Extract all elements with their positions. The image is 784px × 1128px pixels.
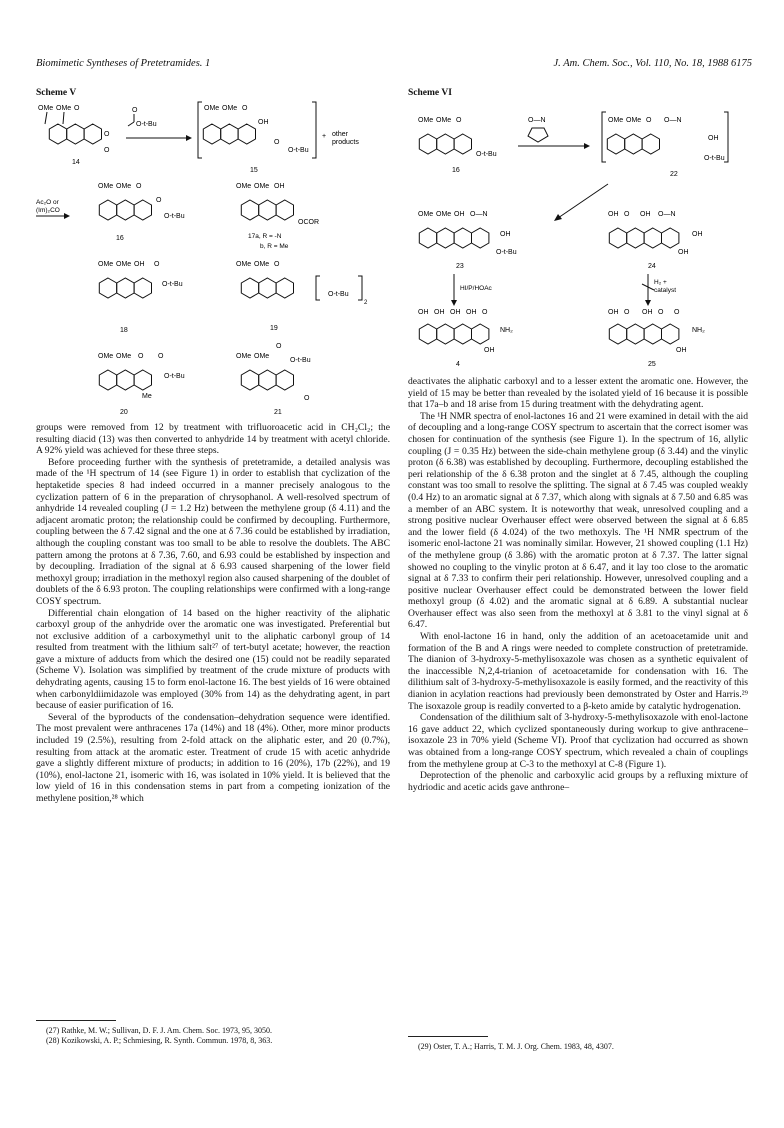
svg-text:OMe: OMe bbox=[236, 261, 252, 268]
running-header-left: Biomimetic Syntheses of Pretetramides. 1 bbox=[36, 58, 211, 69]
svg-text:OMe: OMe bbox=[116, 353, 132, 360]
compound-21 bbox=[236, 343, 311, 416]
svg-text:OMe: OMe bbox=[608, 117, 624, 124]
svg-text:O-t-Bu: O-t-Bu bbox=[162, 281, 183, 288]
svg-text:OH: OH bbox=[434, 309, 445, 316]
svg-text:Me: Me bbox=[142, 393, 152, 400]
svg-text:OMe: OMe bbox=[222, 105, 238, 112]
svg-text:products: products bbox=[332, 139, 359, 146]
svg-text:b, R = Me: b, R = Me bbox=[260, 243, 289, 250]
footnote-27: (27) Rathke, M. W.; Sullivan, D. F. J. Am. Chem. Soc. 1973, 95, 3050. bbox=[46, 1026, 273, 1035]
compound-23 bbox=[418, 211, 517, 270]
footnote-29: (29) Oster, T. A.; Harris, T. M. J. Org. Chem. 1983, 48, 4307. bbox=[418, 1042, 614, 1051]
svg-text:OH: OH bbox=[450, 309, 461, 316]
svg-text:OMe: OMe bbox=[418, 117, 434, 124]
svg-text:O: O bbox=[276, 343, 282, 350]
left-paragraph-4: Several of the byproducts of the condensation–dehydration sequence were identified. The most prevalent were anthracenes 17a (14%) and 18 (4%). Other, more minor products included 19 (2.5%), resulting from 2-fold attack on the aliphatic ester, and 20 (0.7%), resulting from attack at the aromatic ester. Treatment of crude 15 with acetic anhydride gave a slightly different mixture of products; in addition to 16 (20%), 17b (22%), and 19 (10%), enol-lactone 21, isomeric with 16, was isolated in 10% yield. It is believed that the low yield of 16 in this condensation stems in part from a competing ionization of the methylene position,²⁸ which bbox=[36, 711, 390, 804]
compound-15 bbox=[198, 102, 359, 174]
svg-text:+: + bbox=[322, 133, 327, 140]
reagent-hi: HI/P/HOAc bbox=[460, 285, 492, 292]
svg-text:O: O bbox=[274, 139, 280, 146]
svg-text:O: O bbox=[158, 353, 164, 360]
svg-text:OMe: OMe bbox=[56, 105, 72, 112]
scheme-v-figure bbox=[36, 100, 396, 420]
svg-text:O: O bbox=[646, 117, 652, 124]
compound-22 bbox=[602, 112, 728, 178]
svg-text:14: 14 bbox=[72, 159, 80, 166]
svg-text:22: 22 bbox=[670, 171, 678, 178]
svg-text:O-t-Bu: O-t-Bu bbox=[476, 151, 497, 158]
svg-text:24: 24 bbox=[648, 263, 656, 270]
compound-24 bbox=[608, 211, 703, 270]
svg-text:O: O bbox=[136, 183, 142, 190]
svg-text:(Im)₂CO: (Im)₂CO bbox=[36, 207, 60, 214]
svg-text:O-t-Bu: O-t-Bu bbox=[290, 357, 311, 364]
svg-text:OMe: OMe bbox=[236, 353, 252, 360]
left-paragraph-3: Differential chain elongation of 14 based on the higher reactivity of the aliphatic carboxyl group of the anhydride over the aromatic one was investigated. Preferential but not exclusive addition of a carboxymethyl unit to the aliphatic carbonyl group of 14 resulted from treatment with the lithium salt²⁷ of tert-butyl acetate; however, the reaction gave a mixture of adducts from which the desired one (15) could not be readily separated (Scheme V). Isolation was simplified by treatment of the crude mixture of products with dehydrating agents, causing 15 to form enol-lactone 16. The best yields of 16 were obtained when carbonyldiimidazole was employed (30% from 14) as the dehydrating agent, in part because of easier purification of 16. bbox=[36, 607, 390, 712]
svg-text:OMe: OMe bbox=[98, 353, 114, 360]
compound-14 bbox=[38, 105, 110, 166]
svg-text:OMe: OMe bbox=[254, 183, 270, 190]
svg-text:OMe: OMe bbox=[254, 353, 270, 360]
svg-text:O: O bbox=[274, 261, 280, 268]
svg-text:OH: OH bbox=[258, 119, 269, 126]
svg-text:18: 18 bbox=[120, 327, 128, 334]
svg-text:O: O bbox=[482, 309, 488, 316]
svg-text:O: O bbox=[74, 105, 80, 112]
svg-text:other: other bbox=[332, 131, 348, 138]
svg-text:NH₂: NH₂ bbox=[692, 327, 705, 334]
svg-text:OH: OH bbox=[608, 309, 619, 316]
svg-text:OH: OH bbox=[134, 261, 145, 268]
footnote-rule-right bbox=[408, 1036, 488, 1037]
svg-text:23: 23 bbox=[456, 263, 464, 270]
footnote-rule-left bbox=[36, 1020, 116, 1021]
scheme-vi-label: Scheme VI bbox=[408, 88, 452, 98]
svg-text:OH: OH bbox=[608, 211, 619, 218]
compound-16 bbox=[36, 183, 185, 242]
svg-text:O—N: O—N bbox=[664, 117, 682, 124]
svg-text:OMe: OMe bbox=[254, 261, 270, 268]
svg-text:OMe: OMe bbox=[116, 261, 132, 268]
right-paragraph-3: With enol-lactone 16 in hand, only the addition of an acetoacetamide unit and formation of the B and A rings were needed to complete construction of pretetramide. The dianion of 3-hydroxy-5-methylisoxazole was chosen as a synthetic equivalent of the inaccessible N,2,4-trianion of acetoacetamide for condensation with 16. The dilithium salt of 3-hydroxy-5-methylisoxazole is easily formed, and the reactivity of this dianion in acylation reactions had previously been demonstrated by Oster and Harris.²⁹ The isoxazole group is readily converted to a β-keto amide by catalytic hydrogenation. bbox=[408, 631, 748, 712]
svg-text:OH: OH bbox=[454, 211, 465, 218]
svg-text:O-t-Bu: O-t-Bu bbox=[496, 249, 517, 256]
svg-text:NH₂: NH₂ bbox=[500, 327, 513, 334]
compound-18 bbox=[98, 261, 183, 334]
compound-4 bbox=[418, 309, 513, 368]
svg-text:OH: OH bbox=[642, 309, 653, 316]
footnote-28: (28) Kozikowski, A. P.; Schmiesing, R. Synth. Commun. 1978, 8, 363. bbox=[46, 1036, 273, 1045]
svg-text:O: O bbox=[658, 309, 664, 316]
right-paragraph-4: Condensation of the dilithium salt of 3-hydroxy-5-methylisoxazole with enol-lactone 16 gave adduct 22, which cyclized spontaneously during workup to give anthracene–isoxazole 23 in 70% yield (Scheme VI). Proof that cyclization had occurred as shown was obtained from a long-range COSY spectrum, which revealed a chain of couplings from the methylene group at C-3 to the methoxyl at C-8 (Figure 1). bbox=[408, 712, 748, 770]
svg-text:O-t-Bu: O-t-Bu bbox=[328, 291, 349, 298]
svg-text:O-t-Bu: O-t-Bu bbox=[288, 147, 309, 154]
svg-text:OMe: OMe bbox=[38, 105, 54, 112]
svg-text:O: O bbox=[154, 261, 160, 268]
scheme-v-label: Scheme V bbox=[36, 88, 77, 98]
svg-text:OMe: OMe bbox=[98, 261, 114, 268]
svg-text:O: O bbox=[456, 117, 462, 124]
compound-19 bbox=[236, 261, 368, 332]
right-paragraph-1: deactivates the aliphatic carboxyl and to a lesser extent the aromatic one. However, the yield of 15 may be better than revealed by the isolated yield of 16 because it is possible that 17a–b and 18 arise from 15 during treatment with the dehydrating agent. bbox=[408, 376, 748, 411]
reagent-h2: H₂ + bbox=[654, 279, 667, 286]
svg-text:25: 25 bbox=[648, 361, 656, 368]
svg-text:Ac₂O or: Ac₂O or bbox=[36, 199, 59, 206]
svg-text:OCOR: OCOR bbox=[298, 219, 319, 226]
svg-text:OMe: OMe bbox=[436, 211, 452, 218]
svg-text:19: 19 bbox=[270, 325, 278, 332]
svg-text:O: O bbox=[242, 105, 248, 112]
left-column bbox=[36, 422, 390, 805]
svg-text:O: O bbox=[624, 211, 630, 218]
right-paragraph-2: The ¹H NMR spectra of enol-lactones 16 and 21 were examined in detail with the aid of decoupling and a long-range COSY spectrum to ascertain that the correct isomer was chosen for continuation of the synthesis (see Figure 1). In the spectrum of 16, allylic coupling (J = 0.35 Hz) between the side-chain methylene group (δ 3.44) and the vinylic proton (δ 6.38) was established by decoupling. Furthermore, decoupling established the peri relationship of the δ 6.38 proton and the singlet at δ 7.45, although the coupling constant was too small to resolve the splitting. The signal at δ 7.45 was coupled weakly (0.4 Hz) to an aromatic signal at δ 7.37, which along with signals at δ 7.50 and 6.85 was a member of an ABC system. It is noteworthy that weak, unresolved coupling and a strong positive nuclear Overhauser effect were observed between the signal at δ 6.85 and the lower field (δ 4.024) of the two methoxyls. The ¹H NMR spectrum of the isomeric enol-lactone 21 was nominally similar. However, 21 showed coupling (1.1 Hz) of the methylene group (δ 3.86) with the aromatic proton at δ 7.37. The latter signal showed no coupling to the vinylic proton at δ 6.47, and it lay too close to the aromatic signal at δ 7.33 to confirm their peri relationship. However, unresolved coupling and a positive nuclear Overhauser effect could be demonstrated between the lower field methoxyl group (δ 4.02) and the aromatic signal at δ 6.89. A substantial nuclear Overhauser effect was also seen from the methoxyl at δ 3.81 to the vinyl signal at δ 6.47. bbox=[408, 410, 748, 631]
svg-text:OMe: OMe bbox=[116, 183, 132, 190]
svg-text:2: 2 bbox=[364, 300, 368, 306]
left-paragraph-2: Before proceeding further with the synthesis of pretetramide, a detailed analysis was made of the ¹H spectrum of 14 (see Figure 1) in order to establish that cyclization of the heptaketide species 8 had indeed occurred in a manner precisely analogous to the cyclization pattern of 6 in the preparation of chrysophanol. A well-resolved spectrum of anhydride 14 revealed coupling (J = 1.2 Hz) between the methylene group (δ 4.11) and the adjacent aromatic proton; the relationship could be confirmed by decoupling. Furthermore, coupling between the δ 7.42 signal and the one at δ 7.36 could be established by irradiation, although the coupling constant was too small to be able to resolve the doublets. The ABC pattern among the protons at δ 7.36, 7.60, and 6.93 could be established by inspection and by decoupling. Irradiation of the signal at δ 6.93 caused sharpening of the lower field methoxyl group; irradiation in the methoxyl region also caused sharpening of the doublet of doublets of the δ 6.93 proton. The coupling relationships were confirmed with a long-range COSY spectrum. bbox=[36, 456, 390, 607]
svg-text:OMe: OMe bbox=[626, 117, 642, 124]
svg-text:O: O bbox=[156, 197, 162, 204]
scheme-vi-figure bbox=[408, 100, 752, 370]
svg-text:O: O bbox=[104, 147, 110, 154]
svg-text:O—N: O—N bbox=[528, 117, 546, 124]
footnotes-left bbox=[36, 1026, 390, 1046]
svg-text:16: 16 bbox=[452, 167, 460, 174]
svg-text:O—N: O—N bbox=[658, 211, 676, 218]
svg-text:OH: OH bbox=[640, 211, 651, 218]
svg-text:15: 15 bbox=[250, 167, 258, 174]
svg-text:OH: OH bbox=[676, 347, 687, 354]
svg-text:OMe: OMe bbox=[204, 105, 220, 112]
svg-text:O: O bbox=[132, 107, 138, 114]
compound-17 bbox=[236, 183, 319, 250]
svg-text:O: O bbox=[104, 131, 110, 138]
svg-text:21: 21 bbox=[274, 409, 282, 416]
running-header-right: J. Am. Chem. Soc., Vol. 110, No. 18, 1988 6175 bbox=[553, 58, 752, 69]
svg-text:OH: OH bbox=[692, 231, 703, 238]
svg-text:OH: OH bbox=[418, 309, 429, 316]
svg-text:O-t-Bu: O-t-Bu bbox=[704, 155, 725, 162]
svg-text:OMe: OMe bbox=[436, 117, 452, 124]
svg-text:4: 4 bbox=[456, 361, 460, 368]
svg-text:16: 16 bbox=[116, 235, 124, 242]
compound-25 bbox=[608, 309, 705, 368]
svg-text:OH: OH bbox=[466, 309, 477, 316]
right-paragraph-5: Deprotection of the phenolic and carboxylic acid groups by a refluxing mixture of hydriodic and acetic acids gave anthrone– bbox=[408, 770, 748, 793]
svg-text:OMe: OMe bbox=[236, 183, 252, 190]
compound-16-vi bbox=[418, 117, 497, 174]
svg-text:O—N: O—N bbox=[470, 211, 488, 218]
svg-text:OH: OH bbox=[678, 249, 689, 256]
compound-20 bbox=[98, 353, 185, 416]
svg-text:OH: OH bbox=[484, 347, 495, 354]
svg-text:OH: OH bbox=[274, 183, 285, 190]
reagent-tbu-acetate bbox=[126, 107, 192, 141]
svg-text:O-t-Bu: O-t-Bu bbox=[164, 213, 185, 220]
svg-text:O: O bbox=[624, 309, 630, 316]
svg-text:O: O bbox=[304, 395, 310, 402]
svg-text:O-t-Bu: O-t-Bu bbox=[164, 373, 185, 380]
svg-text:20: 20 bbox=[120, 409, 128, 416]
svg-text:OMe: OMe bbox=[98, 183, 114, 190]
reagent-catalyst: catalyst bbox=[654, 287, 677, 294]
svg-text:17a, R = -N: 17a, R = -N bbox=[248, 233, 282, 240]
footnotes-right bbox=[408, 1042, 748, 1052]
left-paragraph-1: groups were removed from 12 by treatment with trifluoroacetic acid in CH₂Cl₂; the resulting diacid (13) was then converted to anhydride 14 by treatment with acetyl chloride. A 92% yield was achieved for these three steps. bbox=[36, 422, 390, 457]
isoxazole-reagent bbox=[518, 117, 590, 149]
svg-text:OH: OH bbox=[708, 135, 719, 142]
svg-text:OH: OH bbox=[500, 231, 511, 238]
svg-text:O-t-Bu: O-t-Bu bbox=[136, 121, 157, 128]
right-column bbox=[408, 376, 748, 793]
svg-text:OMe: OMe bbox=[418, 211, 434, 218]
svg-text:O: O bbox=[138, 353, 144, 360]
svg-text:O: O bbox=[674, 309, 680, 316]
